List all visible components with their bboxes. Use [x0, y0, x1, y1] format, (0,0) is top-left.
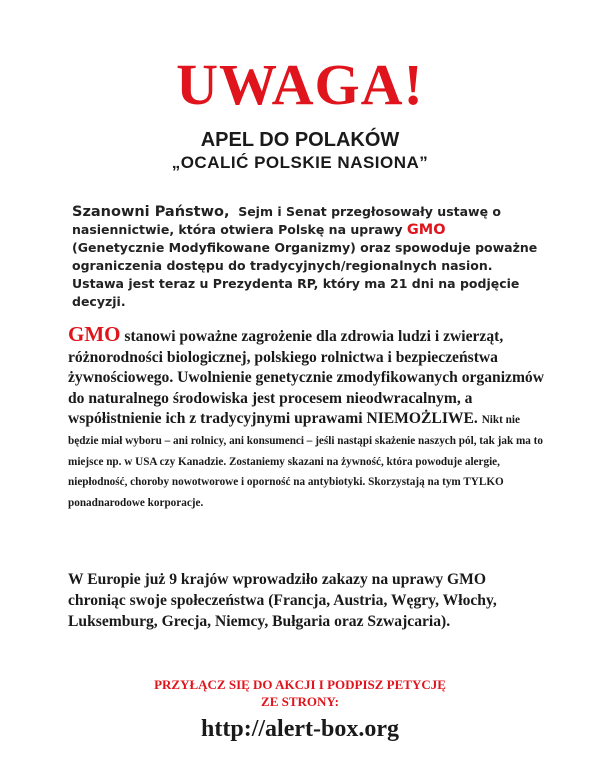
slogan: „OCALIĆ POLSKIE NASIONA”: [171, 153, 429, 172]
petition-link[interactable]: http://alert-box.org: [201, 716, 399, 742]
greeting: Szanowni Państwo,: [72, 204, 230, 220]
threat-text-small: Nikt nie będzie miał wyboru – ani rolnicy, ani konsumenci – jeśli nastąpi skażenie naszych pól, tak jak ma to miejsce np. w USA czy Kanadzie. Zostaniemy skazani na żywność, która powoduje alergie, niepłodność, choroby nowotworowe i oporność na antybiotyki. Skorzystają na tym TYLKO ponadnarodowe korporacje.: [68, 414, 543, 509]
intro-text-a: Sejm i Senat przegłosowały ustawę o nasiennictwie, która otwiera Polskę na uprawy: [72, 204, 502, 237]
europe-paragraph: W Europie już 9 krajów wprowadziło zakazy na uprawy GMO chroniąc swoje społeczeństwa (Francja, Austria, Węgry, Włochy, Luksemburg, Grecja, Niemcy, Bułgaria oraz Szwajcaria).: [68, 571, 497, 630]
threat-text: stanowi poważne zagrożenie dla zdrowia ludzi i zwierząt, różnorodności biologicznej, polskiego rolnictwa i bezpieczeństwa żywnościowego. Uwolnienie genetycznie zmodyfikowanych organizmów do naturalnego środowiska jest procesem nieodwracalnym, a współistnienie ich z tradycyjnymi uprawami NIEMOŻLIWE.: [68, 328, 544, 428]
gmo-highlight: GMO: [406, 222, 446, 238]
intro-text-b: (Genetycznie Modyfikowane Organizmy) oraz spowoduje poważne ograniczenia dostępu do tradycyjnych/regionalnych nasion. Ustawa jest teraz u Prezydenta RP, który ma 21 dni na podjęcie decyzji.: [72, 240, 538, 309]
subtitle: APEL DO POLAKÓW: [200, 129, 400, 151]
page-title: UWAGA!: [176, 52, 424, 117]
cta-line-1: PRZYŁĄCZ SIĘ DO AKCJI I PODPISZ PETYCJĘ: [154, 677, 446, 692]
intro-paragraph: [72, 203, 542, 311]
cta-line-2: ZE STRONY:: [261, 694, 339, 709]
gmo-highlight-large: GMO: [68, 322, 121, 346]
petition-url: [0, 714, 600, 744]
gmo-threat-paragraph: [68, 324, 546, 512]
